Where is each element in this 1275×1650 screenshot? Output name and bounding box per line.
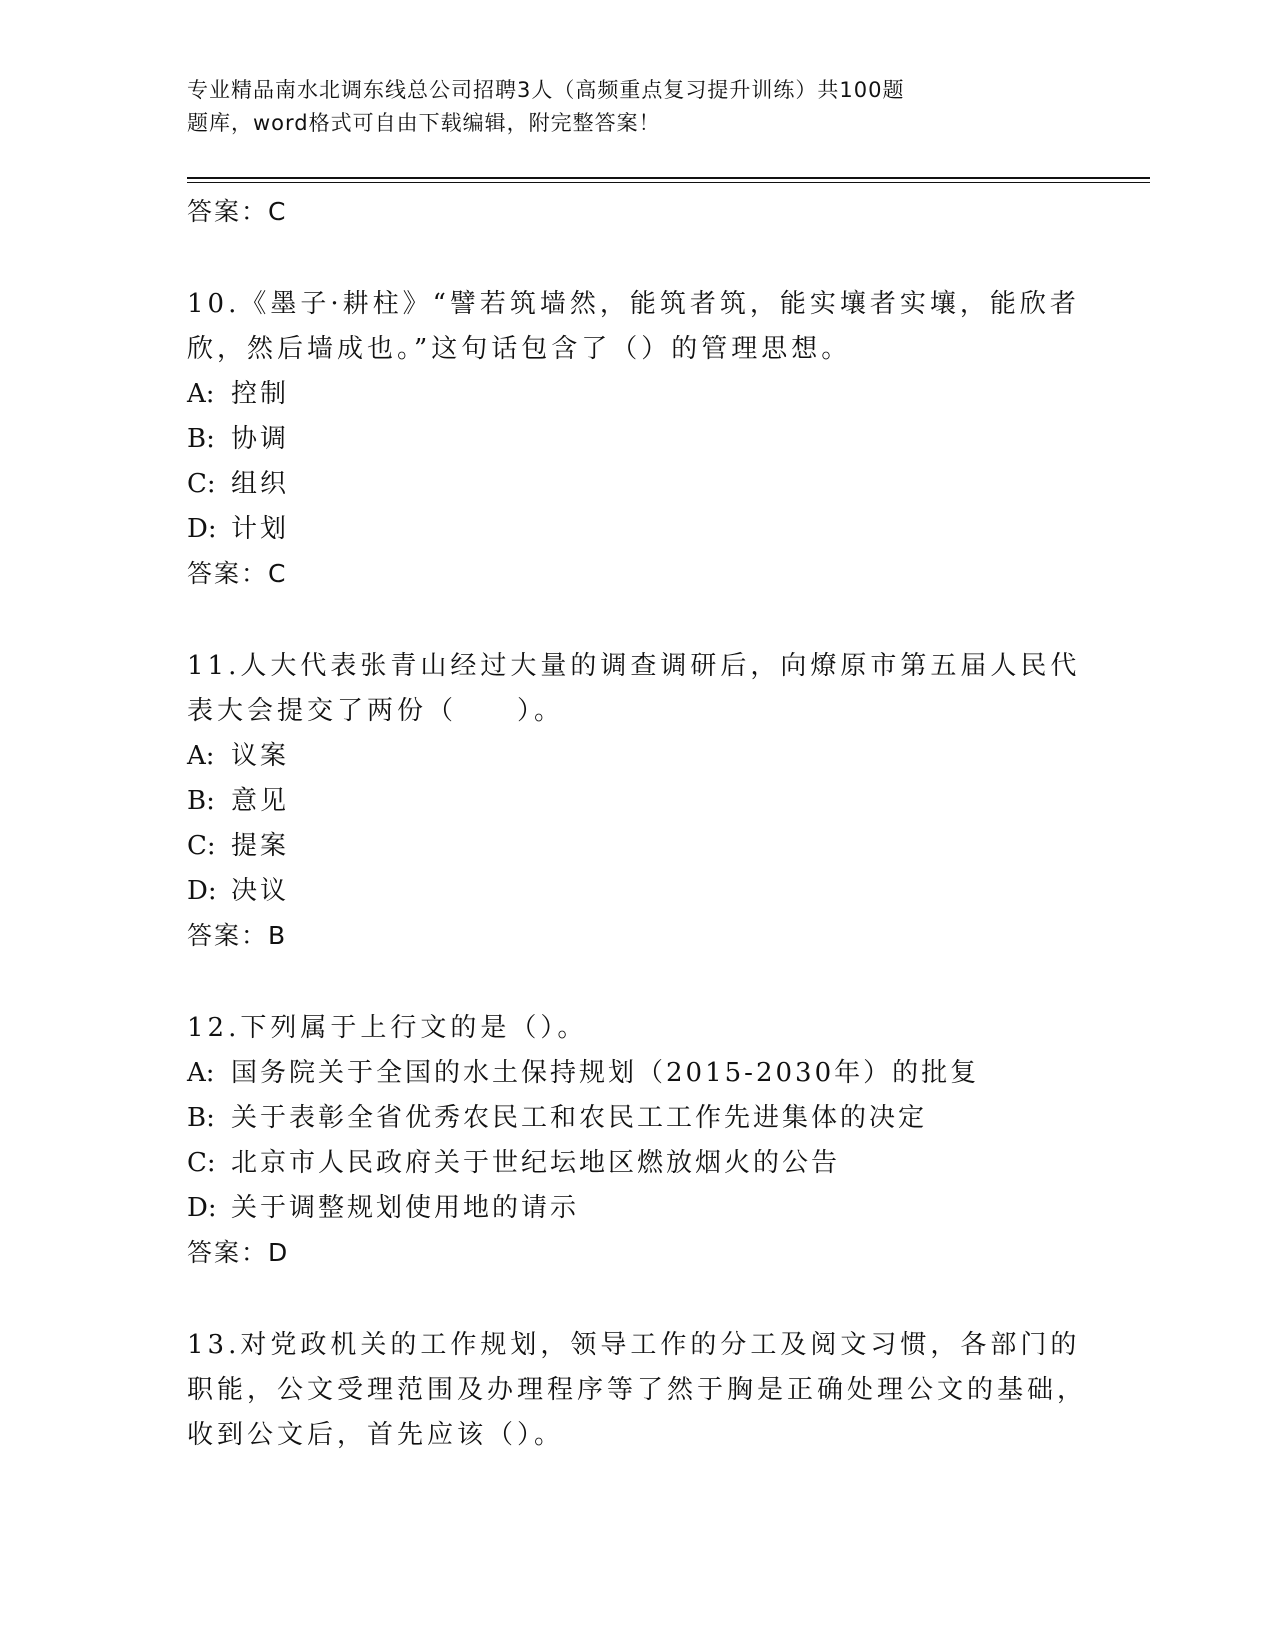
option-key: C:	[187, 831, 216, 861]
option-c	[187, 824, 1087, 869]
option-key: D:	[187, 876, 217, 906]
option-text: 关于表彰全省优秀农民工和农民工工作先进集体的决定	[231, 1103, 928, 1133]
option-key: A:	[187, 741, 215, 771]
document-header	[187, 74, 1047, 140]
answer-line: 答案：C	[187, 559, 288, 588]
option-d	[187, 869, 1087, 914]
option-text: 协调	[231, 424, 290, 454]
header-line-2: 题库，word格式可自由下载编辑，附完整答案！	[187, 111, 661, 135]
header-divider-thin	[187, 182, 1150, 183]
option-a	[187, 1051, 1087, 1096]
option-text: 关于调整规划使用地的请示	[231, 1193, 580, 1223]
previous-answer: 答案：C	[187, 197, 288, 226]
option-text: 计划	[231, 514, 290, 544]
header-line-1: 专业精品南水北调东线总公司招聘3人（高频重点复习提升训练）共100题	[187, 78, 905, 102]
question-text: 10.《墨子·耕柱》“譬若筑墙然，能筑者筑，能实壤者实壤，能欣者欣，然后墙成也。”这句话包含了（）的管理思想。	[187, 289, 1080, 364]
option-text: 组织	[231, 469, 290, 499]
option-key: D:	[187, 514, 217, 544]
question-12	[187, 1006, 1087, 1275]
option-d	[187, 507, 1087, 552]
option-text: 国务院关于全国的水土保持规划（2015-2030年）的批复	[231, 1058, 980, 1088]
option-key: B:	[187, 786, 215, 816]
question-13	[187, 1323, 1087, 1458]
question-list	[187, 190, 1087, 1458]
option-text: 北京市人民政府关于世纪坛地区燃放烟火的公告	[231, 1148, 841, 1178]
question-10	[187, 282, 1087, 596]
header-divider-thick	[187, 177, 1150, 179]
option-a	[187, 372, 1087, 417]
question-text: 12.下列属于上行文的是（）。	[187, 1013, 588, 1043]
answer-line: 答案：B	[187, 921, 288, 950]
option-key: A:	[187, 379, 215, 409]
option-b	[187, 417, 1087, 462]
question-text: 13.对党政机关的工作规划，领导工作的分工及阅文习惯，各部门的职能，公文受理范围及办理程序等了然于胸是正确处理公文的基础，收到公文后，首先应该（）。	[187, 1330, 1088, 1450]
option-key: D:	[187, 1193, 217, 1223]
option-a	[187, 734, 1087, 779]
option-text: 意见	[231, 786, 290, 816]
option-text: 提案	[231, 831, 290, 861]
option-b	[187, 1096, 1087, 1141]
option-text: 决议	[231, 876, 290, 906]
option-key: B:	[187, 1103, 215, 1133]
option-key: C:	[187, 469, 216, 499]
option-c	[187, 462, 1087, 507]
option-d	[187, 1186, 1087, 1231]
question-11	[187, 644, 1087, 958]
option-key: A:	[187, 1058, 215, 1088]
option-text: 议案	[231, 741, 290, 771]
question-text: 11.人大代表张青山经过大量的调查调研后，向燎原市第五届人民代表大会提交了两份（ ）。	[187, 651, 1081, 726]
answer-line: 答案：D	[187, 1238, 290, 1267]
option-c	[187, 1141, 1087, 1186]
option-key: C:	[187, 1148, 216, 1178]
option-b	[187, 779, 1087, 824]
option-text: 控制	[231, 379, 290, 409]
option-key: B:	[187, 424, 215, 454]
